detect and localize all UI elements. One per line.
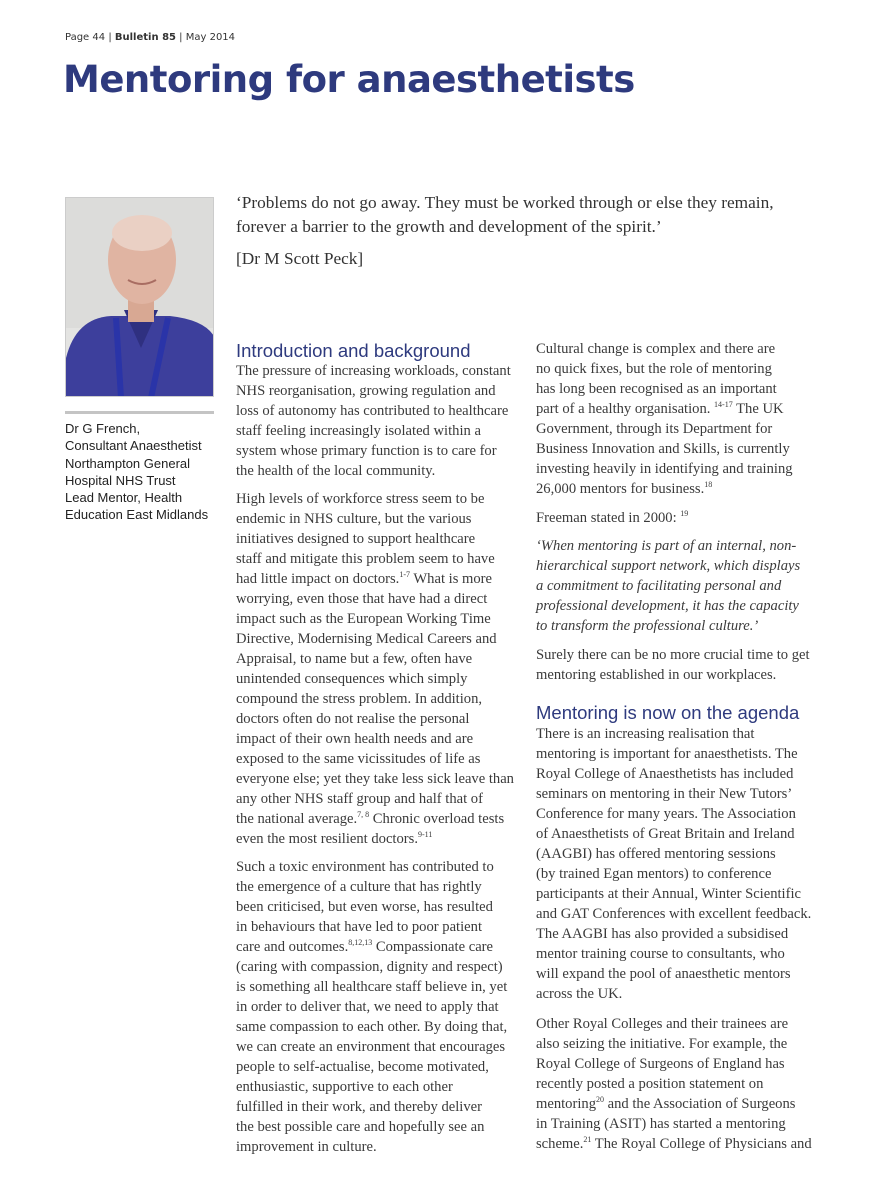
text-line <box>236 401 511 421</box>
text-run: the national average. <box>236 811 358 827</box>
text-line <box>536 665 810 685</box>
text-run: been criticised, but even worse, has resulted <box>236 899 493 915</box>
text-run: The Royal College of Physicians and <box>591 1136 812 1152</box>
section-heading-agenda: Mentoring is now on the agenda <box>536 702 800 723</box>
text-line <box>536 864 811 884</box>
text-line <box>236 461 511 481</box>
text-run: part of a healthy organisation. <box>536 401 715 417</box>
text-run: care and outcomes. <box>236 939 349 955</box>
text-run: The UK <box>732 401 784 417</box>
paragraph <box>536 508 688 528</box>
text-line <box>536 804 811 824</box>
paragraph <box>536 645 810 685</box>
text-run: recently posted a position statement on <box>536 1076 764 1092</box>
text-line <box>236 709 514 729</box>
text-line <box>536 379 793 399</box>
text-line <box>536 556 800 576</box>
text-line <box>236 509 514 529</box>
text-line <box>236 669 514 689</box>
citation-superscript: 1-7 <box>399 570 411 579</box>
text-line <box>536 1034 812 1054</box>
text-run: had little impact on doctors. <box>236 571 400 587</box>
text-line <box>236 857 507 877</box>
text-run: (caring with compassion, dignity and respect) <box>236 959 503 975</box>
text-line <box>536 399 793 419</box>
text-run: Cultural change is complex and there are <box>536 341 776 357</box>
text-line <box>536 784 811 804</box>
text-run: improvement in culture. <box>236 1139 377 1155</box>
text-line <box>236 1017 507 1037</box>
text-line <box>236 689 514 709</box>
citation-superscript: 9-11 <box>417 830 433 839</box>
text-run: of Anaesthetists of Great Britain and Ireland <box>536 826 795 842</box>
text-line <box>536 924 811 944</box>
text-line <box>236 421 511 441</box>
text-line <box>536 1114 812 1134</box>
text-line <box>536 359 793 379</box>
text-run: in order to deliver that, we need to apply that <box>236 999 499 1015</box>
caption-line: Hospital NHS Trust <box>65 472 176 488</box>
paragraph <box>536 724 811 1004</box>
author-photo <box>65 197 214 397</box>
text-run: NHS reorganisation, growing regulation and <box>236 383 496 399</box>
text-run: Business Innovation and Skills, is currently <box>536 441 790 457</box>
text-line <box>536 439 793 459</box>
text-line <box>236 649 514 669</box>
text-line <box>536 479 793 499</box>
text-line <box>536 536 800 556</box>
text-run: Freeman stated in 2000: <box>536 510 681 526</box>
caption-line: Lead Mentor, Health <box>65 490 183 506</box>
text-run: staff feeling increasingly isolated within a <box>236 423 481 439</box>
text-line <box>536 884 811 904</box>
text-run: ‘When mentoring is part of an internal, non- <box>536 538 797 554</box>
text-run: There is an increasing realisation that <box>536 726 755 742</box>
text-run: is something all healthcare staff believe in, yet <box>236 979 508 995</box>
text-line <box>536 645 810 665</box>
text-line <box>536 616 800 636</box>
text-line <box>236 1077 507 1097</box>
text-run: Compassionate care <box>372 939 494 955</box>
text-line <box>536 944 811 964</box>
text-line <box>236 549 514 569</box>
text-run: initiatives designed to support healthcare <box>236 531 476 547</box>
text-run: the health of the local community. <box>236 463 436 479</box>
text-run: The pressure of increasing workloads, constant <box>236 363 511 379</box>
caption-divider <box>65 411 214 414</box>
epigraph-line: forever a barrier to the growth and development of the spirit.’ <box>236 217 662 236</box>
citation-superscript: 14-17 <box>714 400 733 409</box>
text-line <box>536 1134 812 1154</box>
text-run: also seizing the initiative. For example, the <box>536 1036 788 1052</box>
text-line <box>536 744 811 764</box>
text-line <box>536 419 793 439</box>
text-run: Directive, Modernising Medical Careers and <box>236 631 497 647</box>
separator: | <box>179 32 183 43</box>
caption-line: Dr G French, <box>65 421 141 436</box>
text-line <box>536 576 800 596</box>
text-line <box>236 729 514 749</box>
text-run: What is more <box>410 571 493 587</box>
text-run: Conference for many years. The Association <box>536 806 796 822</box>
text-run: mentoring is important for anaesthetists. The <box>536 746 798 762</box>
text-line <box>236 569 514 589</box>
text-line <box>236 957 507 977</box>
citation-superscript: 8,12,13 <box>348 938 373 947</box>
epigraph-line: ‘Problems do not go away. They must be worked through or else they remain, <box>236 193 774 212</box>
text-line <box>236 1117 507 1137</box>
text-run: in Training (ASIT) has started a mentoring <box>536 1116 786 1132</box>
text-line <box>236 629 514 649</box>
text-line <box>236 769 514 789</box>
paragraph <box>536 1014 812 1154</box>
text-run: Surely there can be no more crucial time to get <box>536 647 810 663</box>
text-run: The AAGBI has also provided a subsidised <box>536 926 789 942</box>
article-title: Mentoring for anaesthetists <box>63 58 635 101</box>
section-heading-introduction: Introduction and background <box>236 340 471 361</box>
text-line <box>536 764 811 784</box>
citation-superscript: 21 <box>583 1135 592 1144</box>
text-run: across the UK. <box>536 986 623 1002</box>
citation-superscript: 20 <box>596 1095 604 1104</box>
text-line <box>536 844 811 864</box>
text-line <box>236 937 507 957</box>
text-line <box>236 1057 507 1077</box>
text-line <box>236 489 514 509</box>
text-run: to transform the professional culture.’ <box>536 618 759 634</box>
text-line <box>236 381 511 401</box>
text-line <box>236 997 507 1017</box>
text-run: loss of autonomy has contributed to healthcare <box>236 403 509 419</box>
text-run: enthusiastic, supportive to each other <box>236 1079 453 1095</box>
text-line <box>236 529 514 549</box>
text-run: Chronic overload tests <box>369 811 505 827</box>
text-line <box>536 1014 812 1034</box>
citation-superscript: 19 <box>680 509 689 518</box>
text-run: mentor training course to consultants, who <box>536 946 785 962</box>
text-run: any other NHS staff group and half that of <box>236 791 483 807</box>
text-line <box>536 339 793 359</box>
text-run: unintended consequences which simply <box>236 671 468 687</box>
text-line <box>236 1097 507 1117</box>
epigraph-attribution: [Dr M Scott Peck] <box>236 249 364 268</box>
quote-paragraph <box>536 536 800 636</box>
text-line <box>536 1094 812 1114</box>
text-line <box>236 1137 507 1157</box>
text-line <box>536 824 811 844</box>
text-line <box>536 1054 812 1074</box>
text-run: the emergence of a culture that has rightly <box>236 879 482 895</box>
text-line <box>536 984 811 1004</box>
text-run: Other Royal Colleges and their trainees are <box>536 1016 789 1032</box>
text-run: in behaviours that have led to poor patient <box>236 919 482 935</box>
text-run: fulfilled in their work, and thereby deliver <box>236 1099 482 1115</box>
text-run: mentoring established in our workplaces. <box>536 667 777 683</box>
text-line <box>236 441 511 461</box>
paragraph <box>236 857 507 1157</box>
text-run: system whose primary function is to care for <box>236 443 497 459</box>
text-run: Royal College of Anaesthetists has included <box>536 766 794 782</box>
text-run: same compassion to each other. By doing that, <box>236 1019 508 1035</box>
text-line <box>536 508 688 528</box>
caption-line: Northampton General <box>65 455 191 471</box>
text-line <box>536 1074 812 1094</box>
text-run: mentoring <box>536 1096 596 1112</box>
text-run: Government, through its Department for <box>536 421 773 437</box>
text-line <box>536 904 811 924</box>
text-run: professional development, it has the capacity <box>536 598 799 614</box>
text-run: Such a toxic environment has contributed to <box>236 859 494 875</box>
text-line <box>236 809 514 829</box>
caption-line: Education East Midlands <box>65 507 209 523</box>
text-run: investing heavily in identifying and training <box>536 461 793 477</box>
separator: | <box>108 32 112 43</box>
text-line <box>536 596 800 616</box>
text-run: impact of their own health needs and are <box>236 731 474 747</box>
text-run: no quick fixes, but the role of mentoring <box>536 361 772 377</box>
paragraph <box>236 361 511 481</box>
paragraph <box>536 339 793 499</box>
text-run: exposed to the same vicissitudes of life as <box>236 751 481 767</box>
author-caption <box>65 420 208 524</box>
text-run: has long been recognised as an important <box>536 381 777 397</box>
page-number: Page 44 <box>65 32 106 43</box>
text-run: a commitment to facilitating personal and <box>536 578 782 594</box>
text-run: hierarchical support network, which displays <box>536 558 801 574</box>
text-run: and the Association of Surgeons <box>604 1096 796 1112</box>
text-line <box>236 877 507 897</box>
text-run: doctors often do not realise the personal <box>236 711 470 727</box>
text-run: scheme. <box>536 1136 584 1152</box>
issue-date: May 2014 <box>185 32 236 43</box>
text-line <box>236 977 507 997</box>
text-run: even the most resilient doctors. <box>236 831 418 847</box>
caption-line: Consultant Anaesthetist <box>65 438 202 454</box>
text-run: worrying, even those that have had a direct <box>236 591 488 607</box>
bulletin-number: Bulletin 85 <box>114 32 176 43</box>
text-line <box>536 964 811 984</box>
text-run: will expand the pool of anaesthetic mentors <box>536 966 791 982</box>
text-line <box>236 1037 507 1057</box>
text-line <box>236 749 514 769</box>
text-line <box>236 589 514 609</box>
text-run: compound the stress problem. In addition, <box>236 691 483 707</box>
page-header <box>65 32 235 43</box>
text-line <box>236 917 507 937</box>
text-run: Appraisal, to name but a few, often have <box>236 651 473 667</box>
text-run: 26,000 mentors for business. <box>536 481 705 497</box>
citation-superscript: 7, 8 <box>357 810 370 819</box>
text-line <box>236 789 514 809</box>
text-run: impact such as the European Working Time <box>236 611 491 627</box>
text-line <box>236 897 507 917</box>
text-line <box>536 724 811 744</box>
text-run: staff and mitigate this problem seem to have <box>236 551 495 567</box>
citation-superscript: 18 <box>704 480 713 489</box>
text-line <box>536 459 793 479</box>
text-run: participants at their Annual, Winter Scientific <box>536 886 801 902</box>
text-run: and GAT Conferences with excellent feedback. <box>536 906 812 922</box>
text-run: people to self-actualise, become motivated, <box>236 1059 489 1075</box>
text-run: (AAGBI) has offered mentoring sessions <box>536 846 776 862</box>
paragraph <box>236 489 514 849</box>
text-line <box>236 829 514 849</box>
text-run: endemic in NHS culture, but the various <box>236 511 472 527</box>
text-run: seminars on mentoring in their New Tutors’ <box>536 786 793 802</box>
text-line <box>236 609 514 629</box>
text-line <box>236 361 511 381</box>
text-run: everyone else; yet they take less sick leave than <box>236 771 514 787</box>
text-run: (by trained Egan mentors) to conference <box>536 866 772 882</box>
text-run: the best possible care and hopefully see an <box>236 1119 485 1135</box>
text-run: we can create an environment that encourages <box>236 1039 506 1055</box>
text-run: Royal College of Surgeons of England has <box>536 1056 785 1072</box>
text-run: High levels of workforce stress seem to be <box>236 491 485 507</box>
